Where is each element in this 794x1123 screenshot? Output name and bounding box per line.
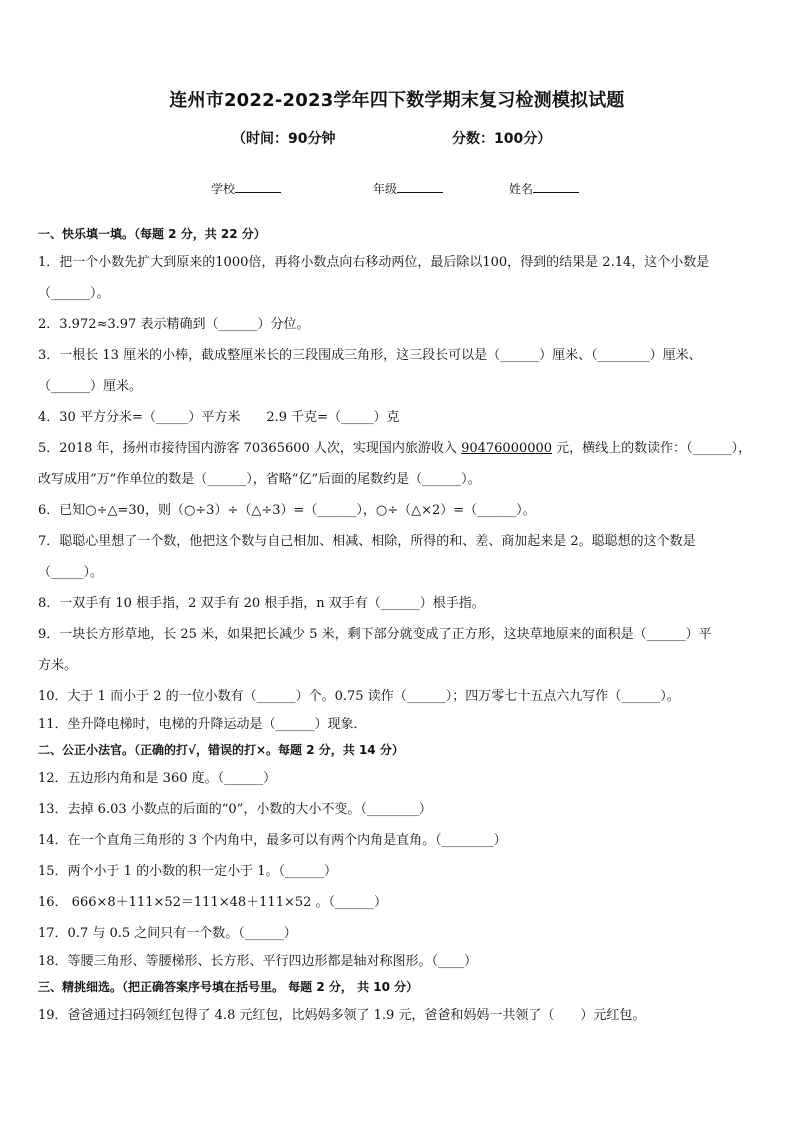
question-17: 17．0.7 与 0.5 之间只有一个数。（______） [38,926,297,941]
section-heading-3: 三、精挑细选。（把正确答案序号填在括号里。 每题 2 分， 共 10 分） [38,980,419,994]
question-11: 11．坐升降电梯时，电梯的升降运动是（______）现象． [38,717,367,732]
exam-score: 分数：100分） [452,131,552,147]
question-16: 16． 666×8＋111×52＝111×48＋111×52 。（______） [38,895,388,910]
question-10: 10．大于 1 而小于 2 的一位小数有（______）个。0.75 读作（______）；四万零七十五点六九写作（______）。 [38,689,680,704]
school-label: 学校 [211,182,236,196]
exam-time: （时间：90分钟 [232,131,336,147]
question-5-text-a: 5．2018 年，扬州市接待国内游客 70365600 人次，实现国内旅游收入 [38,441,462,456]
question-4: 4．30 平方分米=（_____）平方米 2.9 千克=（_____）克 [38,410,400,425]
question-8: 8．一双手有 10 根手指，2 双手有 20 根手指，n 双手有（______）根手指。 [38,596,485,611]
question-19: 19．爸爸通过扫码领红包得了 4.8 元红包，比妈妈多领了 1.9 元，爸爸和妈妈一共领了（ ）元红包。 [38,1008,646,1023]
section-heading-1: 一、快乐填一填。（每题 2 分，共 22 分） [38,227,266,241]
question-7-line-2: （_____）。 [38,565,104,580]
question-5-number: 90476000000 [461,441,553,456]
question-5-line-2: 改写成用“万”作单位的数是（______），省略“亿”后面的尾数约是（______）。 [38,472,481,487]
grade-blank[interactable] [397,180,443,193]
question-15: 15．两个小于 1 的小数的积一定小于 1。（______） [38,864,337,879]
question-3-line-1: 3．一根长 13 厘米的小棒，截成整厘米长的三段围成三角形，这三段长可以是（______）厘米、（________）厘米、 [38,348,702,363]
question-13: 13．去掉 6.03 小数点的后面的“0”，小数的大小不变。（________） [38,802,432,817]
question-18: 18．等腰三角形、等腰梯形、长方形、平行四边形都是轴对称图形。（____） [38,954,478,969]
name-blank[interactable] [533,180,579,193]
grade-field [373,180,443,197]
question-7-line-1: 7．聪聪心里想了一个数，他把这个数与自己相加、相减、相除，所得的和、差、商加起来是 2。聪聪想的这个数是 [38,534,696,549]
questions [38,222,760,1031]
question-9-line-2: 方米。 [38,658,78,673]
question-3-line-2: （______）厘米。 [38,379,143,394]
school-field [211,180,281,197]
school-blank[interactable] [235,180,281,193]
question-9-line-1: 9．一块长方形草地，长 25 米，如果把长减少 5 米，剩下部分就变成了正方形，这块草地原来的面积是（______）平 [38,627,712,642]
section-heading-2: 二、公正小法官。（正确的打√，错误的打×。每题 2 分，共 14 分） [38,743,404,757]
name-field [509,180,579,197]
question-14: 14．在一个直角三角形的 3 个内角中，最多可以有两个内角是直角。（________） [38,833,507,848]
question-5-line-1 [38,433,760,464]
name-label: 姓名 [509,182,534,196]
question-2: 2．3.972≈3.97 表示精确到（______）分位。 [38,317,310,332]
question-12: 12．五边形内角和是 360 度。（______） [38,771,277,786]
grade-label: 年级 [373,182,398,196]
question-5-text-b: 元，横线上的数读作：（______）， [552,441,752,456]
question-6: 6．已知○÷△=30，则（○÷3）÷（△÷3）=（______），○÷（△×2）=（______）。 [38,503,536,518]
question-1-line-1: 1．把一个小数先扩大到原来的1000倍，再将小数点向右移动两位，最后除以100，得到的结果是 2.14，这个小数是 [38,255,710,270]
question-1-line-2: （______）。 [38,286,110,301]
exam-title: 连州市2022-2023学年四下数学期末复习检测模拟试题 [169,90,625,111]
